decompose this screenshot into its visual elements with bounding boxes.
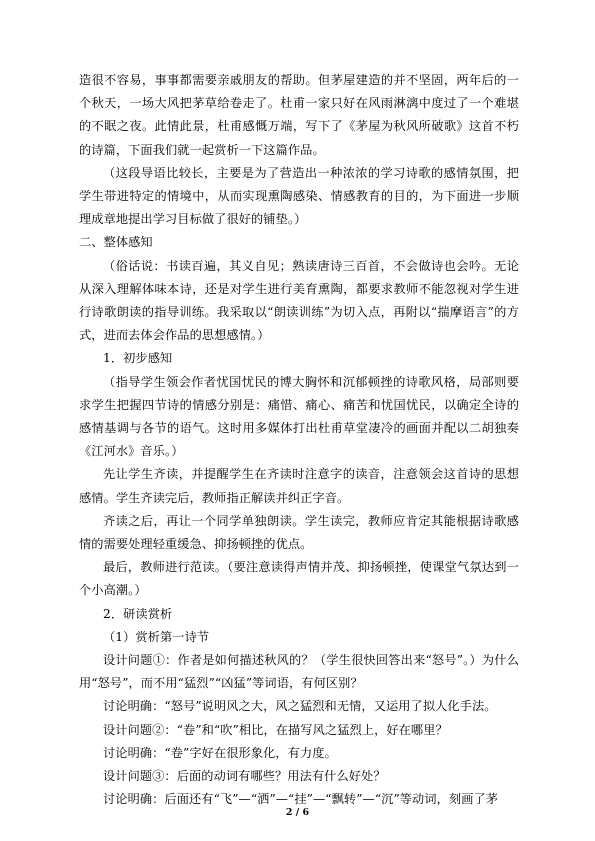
document-body <box>79 69 519 812</box>
paragraph: 最后，教师进行范读。（要注意读得声情并茂、抑扬顿挫，使课堂气氛达到一个小高潮。） <box>79 560 519 598</box>
subsection-heading: 1．初步感知 <box>103 351 173 366</box>
paragraph: （俗话说：书读百遍，其义自见；熟读唐诗三百首，不会做诗也会吟。无论从深入理解体味本诗，还是对学生进行美育熏陶，都要求教师不能忽视对学生进行诗歌朗读的指导训练。我采取以“朗读训练”为切入点，再附以“揣摩语言”的方式，进而去体会作品的思想感情。） <box>79 258 519 343</box>
subsection-heading: （1）赏析第一诗节 <box>103 629 210 644</box>
section-heading: 二、整体感知 <box>79 235 153 250</box>
paragraph: 讨论明确：“卷”字好在很形象化，有力度。 <box>103 745 337 760</box>
paragraph: （指导学生领会作者忧国忧民的博大胸怀和沉郁顿挫的诗歌风格，局部则要求学生把握四节诗的情感分别是：痛惜、痛心、痛苦和忧国忧民，以确定全诗的感情基调与各节的语气。这时用多媒体打出杜甫草堂凄冷的画面并配以二胡独奏《江河水》音乐。） <box>79 374 519 459</box>
paragraph: （这段导语比较长，主要是为了营造出一种浓浓的学习诗歌的感情氛围，把学生带进特定的情境中，从而实现熏陶感染、情感教育的目的，为下面进一步顺理成章地提出学习目标做了很好的铺垫。） <box>79 165 519 227</box>
paragraph: 先让学生齐读，并提醒学生在齐读时注意字的读音，注意领会这首诗的思想感情。学生齐读完后，教师指正解读并纠正字音。 <box>79 467 519 505</box>
paragraph: 设计问题①：作者是如何描述秋风的？（学生很快回答出来“怒号”。）为什么用“怒号”，而不用“猛烈”“凶猛”等词语，有何区别？ <box>79 653 519 691</box>
paragraph: 讨论明确：“怒号”说明风之大，风之猛烈和无情，又运用了拟人化手法。 <box>103 699 497 714</box>
paragraph: 讨论明确：后面还有“飞”—“洒”—“挂”—“飘转”—“沉”等动词，刻画了茅 <box>103 792 499 807</box>
page-number: 2 / 6 <box>285 807 310 818</box>
paragraph: 造很不容易，事事都需要亲戚朋友的帮助。但茅屋建造的并不坚固，两年后的一个秋天，一场大风把茅草给卷走了。杜甫一家只好在风雨淋漓中度过了一个难堪的不眠之夜。此情此景，杜甫感慨万端，写下了《茅屋为秋风所破歌》这首不朽的诗篇，下面我们就一起赏析一下这篇作品。 <box>79 73 519 157</box>
paragraph: 设计问题②：“卷”和“吹”相比，在描写风之猛烈上，好在哪里？ <box>103 722 448 737</box>
paragraph: 齐读之后，再让一个同学单独朗读。学生读完，教师应肯定其能根据诗歌感情的需要处理轻重缓急、抑扬顿挫的优点。 <box>79 513 519 552</box>
paragraph: 设计问题③：后面的动词有哪些？用法有什么好处？ <box>103 769 386 784</box>
subsection-heading: 2．研读赏析 <box>103 606 173 621</box>
